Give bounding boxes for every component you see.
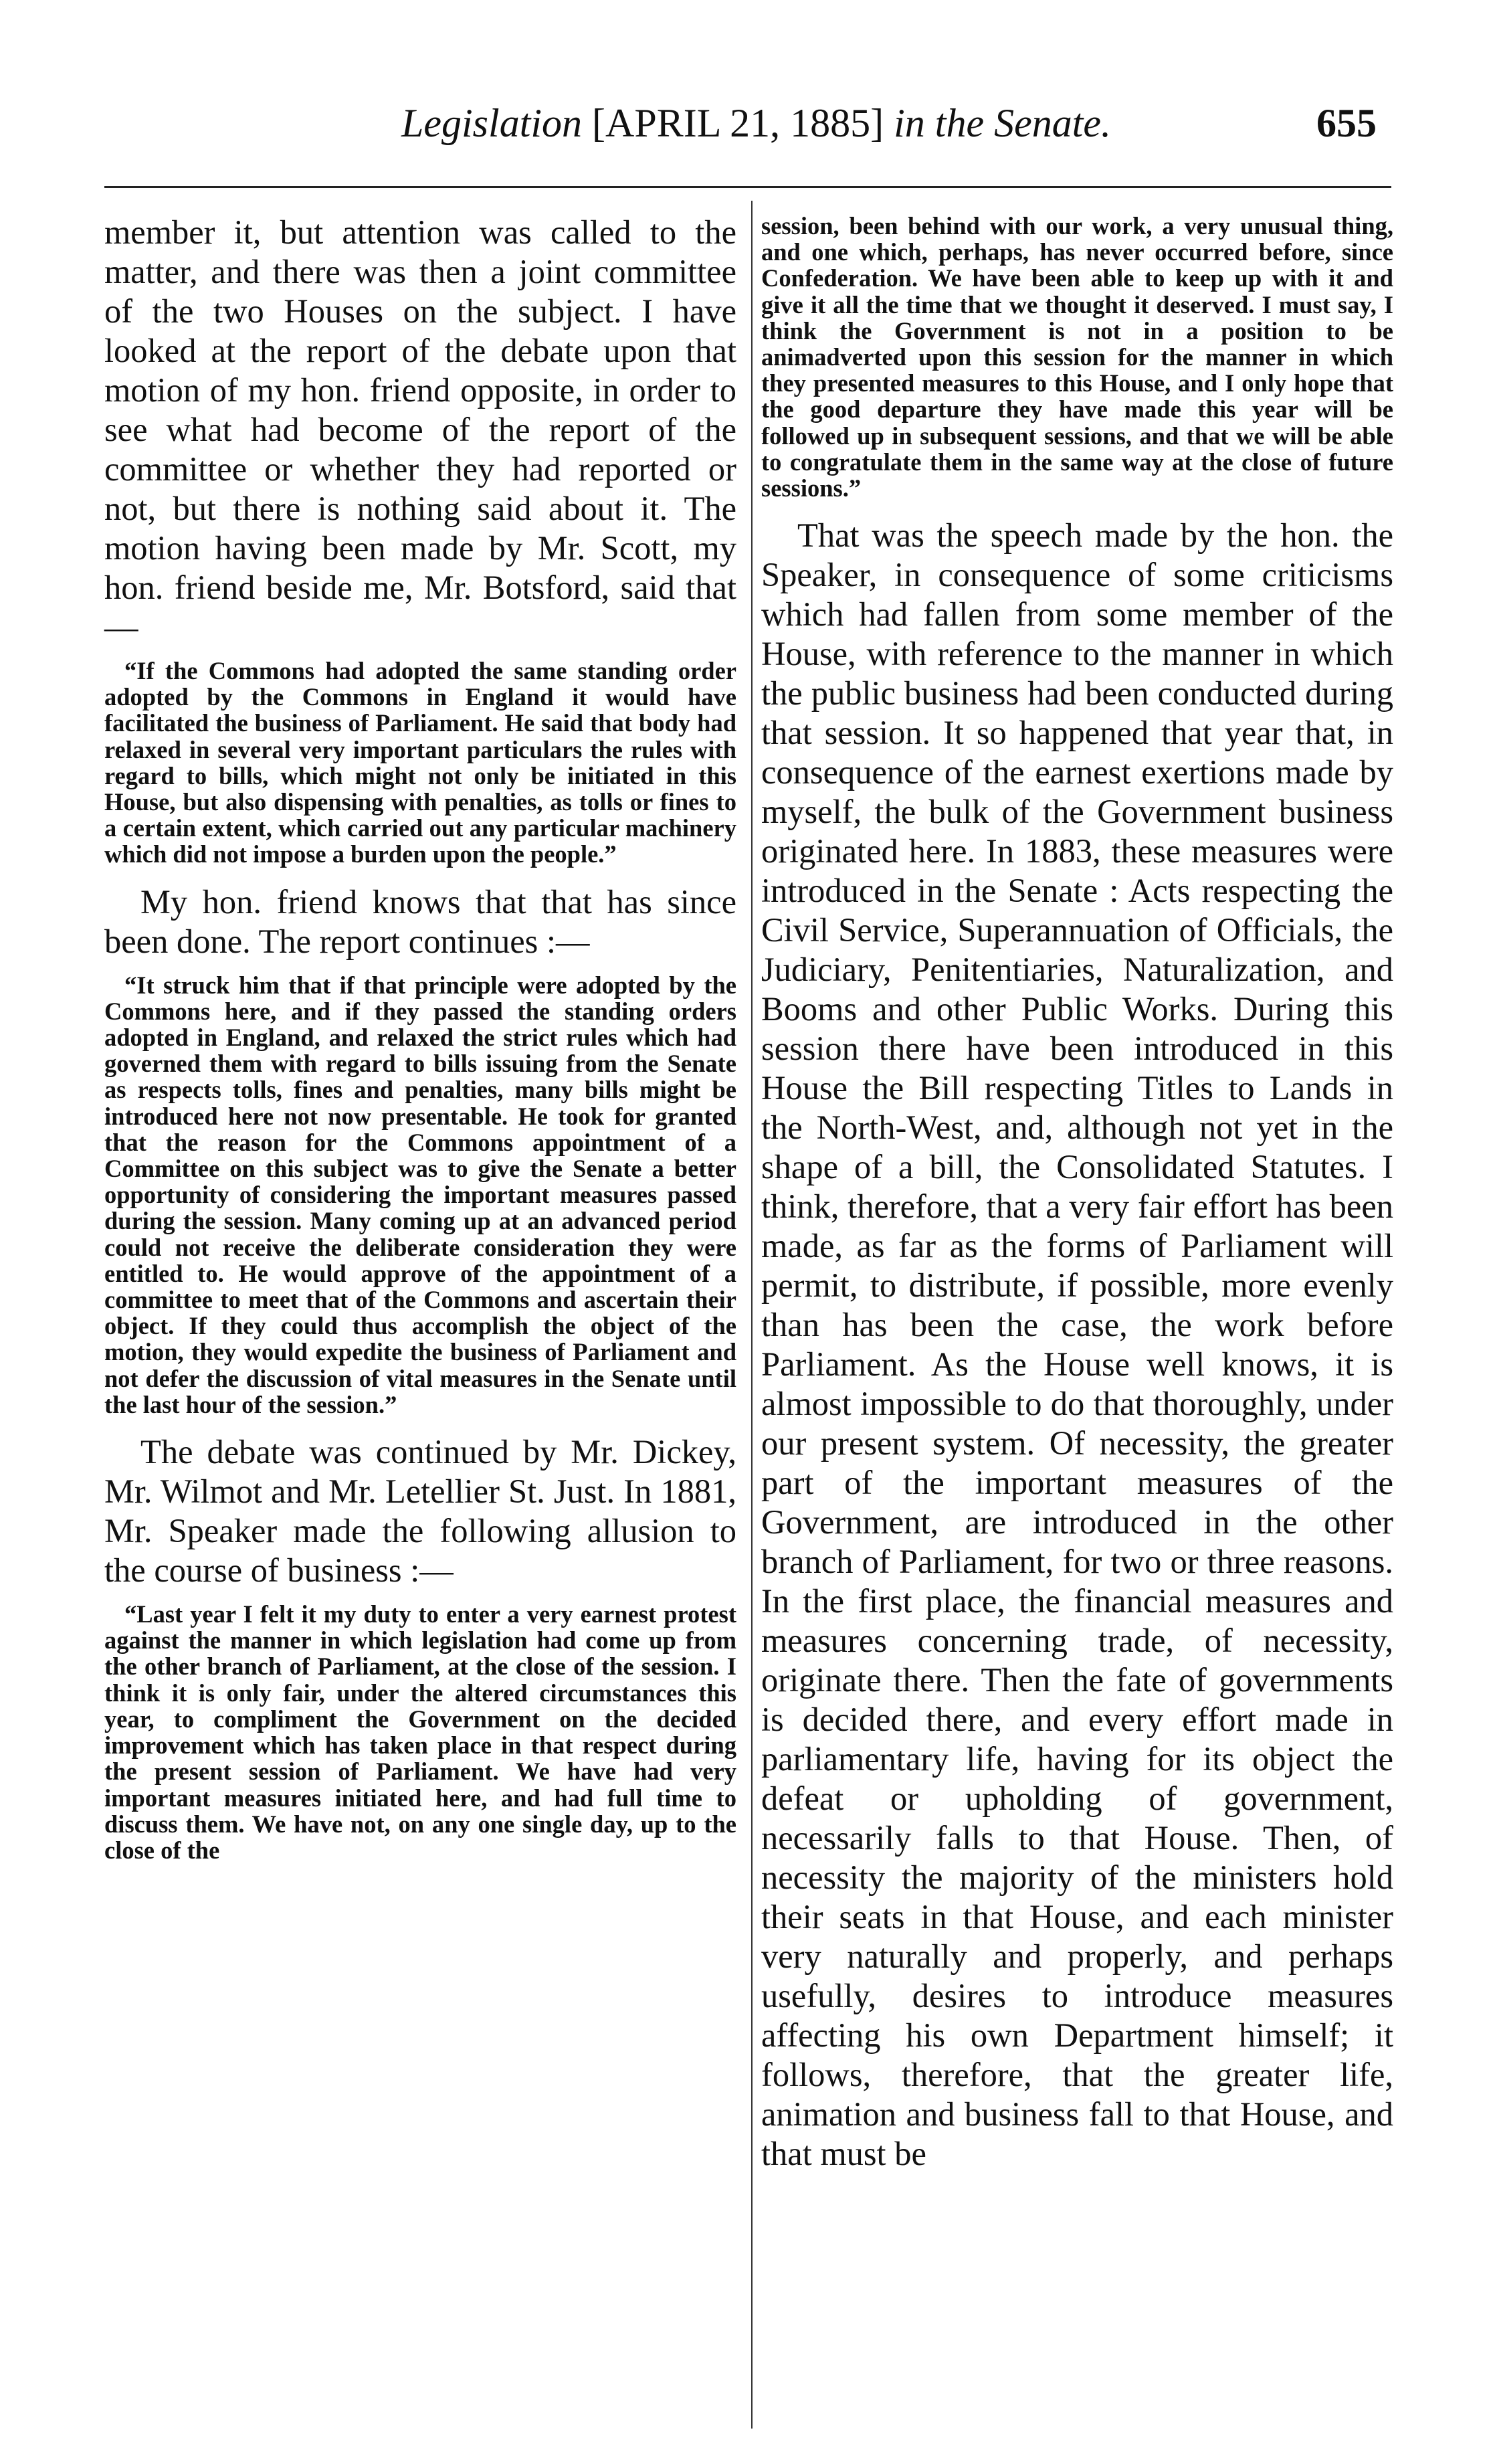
right-column	[761, 213, 1393, 2174]
quote-paragraph: “Last year I felt it my duty to enter a very earnest protest against the manner in which legislation had come up from the other branch of Parliament, at the close of the session. I think it is only fair, under the altered circumstances this year, to compliment the Government on the decided improvement which has taken place in that respect during the present session of Parliament. We have had very important measures initiated here, and had full time to discuss them. We have not, on any one single day, up to the close of the	[104, 1600, 736, 1864]
left-column	[104, 213, 736, 1878]
paragraph: That was the speech made by the hon. the Speaker, in consequence of some criticisms which had fallen from some member of the House, with reference to the manner in which the public business had been conducted during that session. It so happened that year that, in consequence of the earnest exertions made by myself, the bulk of the Government business originated here. In 1883, these measures were introduced in the Senate : Acts respecting the Civil Service, Superannuation of Officials, the Judiciary, Penitentiaries, Naturalization, and Booms and other Public Works. During this session there have been introduced in this House the Bill respecting Titles to Lands in the North-West, and, although not yet in the shape of a bill, the Consolidated Statutes. I think, therefore, that a very fair effort has been made, as far as the forms of Parliament will permit, to distribute, if possible, more evenly than has been the case, the work before Parliament. As the House well knows, it is almost impossible to do that thoroughly, under our present system. Of necessity, the greater part of the important measures of the Government, are introduced in the other branch of Parliament, for two or three reasons. In the first place, the financial measures and measures concerning trade, of necessity, originate there. Then the fate of governments is decided there, and every effort made in parliamentary life, having for its object the defeat or upholding of government, necessarily falls to that House. Then, of necessity the majority of the ministers hold their seats in that House, and each minister very naturally and properly, and perhaps usefully, desires to introduce measures affecting his own Department himself; it follows, therefore, that the greater life, animation and business fall to that House, and that must be	[761, 516, 1393, 2173]
quote-paragraph: “If the Commons had adopted the same standing order adopted by the Commons in England it would have facilitated the business of Parliament. He said that body had relaxed in several very important particulars the rules with regard to bills, which might not only be initiated in this House, but also dispensing with penalties, as tolls or fines to a certain extent, which carried out any particular machinery which did not impose a burden upon the people.”	[104, 657, 736, 868]
running-title	[401, 100, 1111, 147]
paragraph: The debate was continued by Mr. Dickey, Mr. Wilmot and Mr. Letellier St. Just. In 1881, Mr. Speaker made the following allusion to the course of business :—	[104, 1433, 736, 1590]
quote-paragraph: “It struck him that if that principle were adopted by the Commons here, and if they passed the standing orders adopted in England, and relaxed the strict rules which had governed them with regard to bills issuing from the Senate as respects tolls, fines and penalties, many bills might be introduced here not now presentable. He took for granted that the reason for the Commons appointment of a Committee on this subject was to give the Senate a better opportunity of considering the important measures passed during the session. Many coming up at an advanced period could not receive the deliberate consideration they were entitled to. He would approve of the appointment of a committee to meet that of the Commons and ascertain their object. If they could thus accomplish the object of the motion, they would expedite the business of Parliament and not defer the discussion of vital measures in the Senate until the last hour of the session.”	[104, 971, 736, 1418]
column-divider	[751, 201, 753, 2429]
running-header	[0, 80, 1493, 154]
running-title-date: [APRIL 21, 1885]	[582, 101, 894, 145]
running-title-legislation: Legislation	[401, 101, 583, 145]
paragraph: member it, but attention was called to the matter, and there was then a joint committee of the two Houses on the subject. I have looked at the report of the debate upon that motion of my hon. friend opposite, in order to see what had become of the report of the committee or whether they had reported or not, but there is nothing said about it. The motion having been made by Mr. Scott, my hon. friend beside me, Mr. Botsford, said that—	[104, 213, 736, 646]
page-number: 655	[1316, 101, 1377, 145]
running-title-senate: in the Senate.	[894, 101, 1112, 145]
header-rule	[104, 186, 1391, 188]
paragraph: My hon. friend knows that that has since been done. The report continues :—	[104, 882, 736, 960]
quote-paragraph: session, been behind with our work, a very unusual thing, and one which, perhaps, has never occurred before, since Confederation. We have been able to keep up with it and give it all the time that we thought it deserved. I must say, I think the Government is not in a position to be animadverted upon this session for the manner in which they presented measures to this House, and I only hope that the good departure they have made this year will be followed up in subsequent sessions, and that we will be able to congratulate them in the same way at the close of future sessions.”	[761, 212, 1393, 502]
